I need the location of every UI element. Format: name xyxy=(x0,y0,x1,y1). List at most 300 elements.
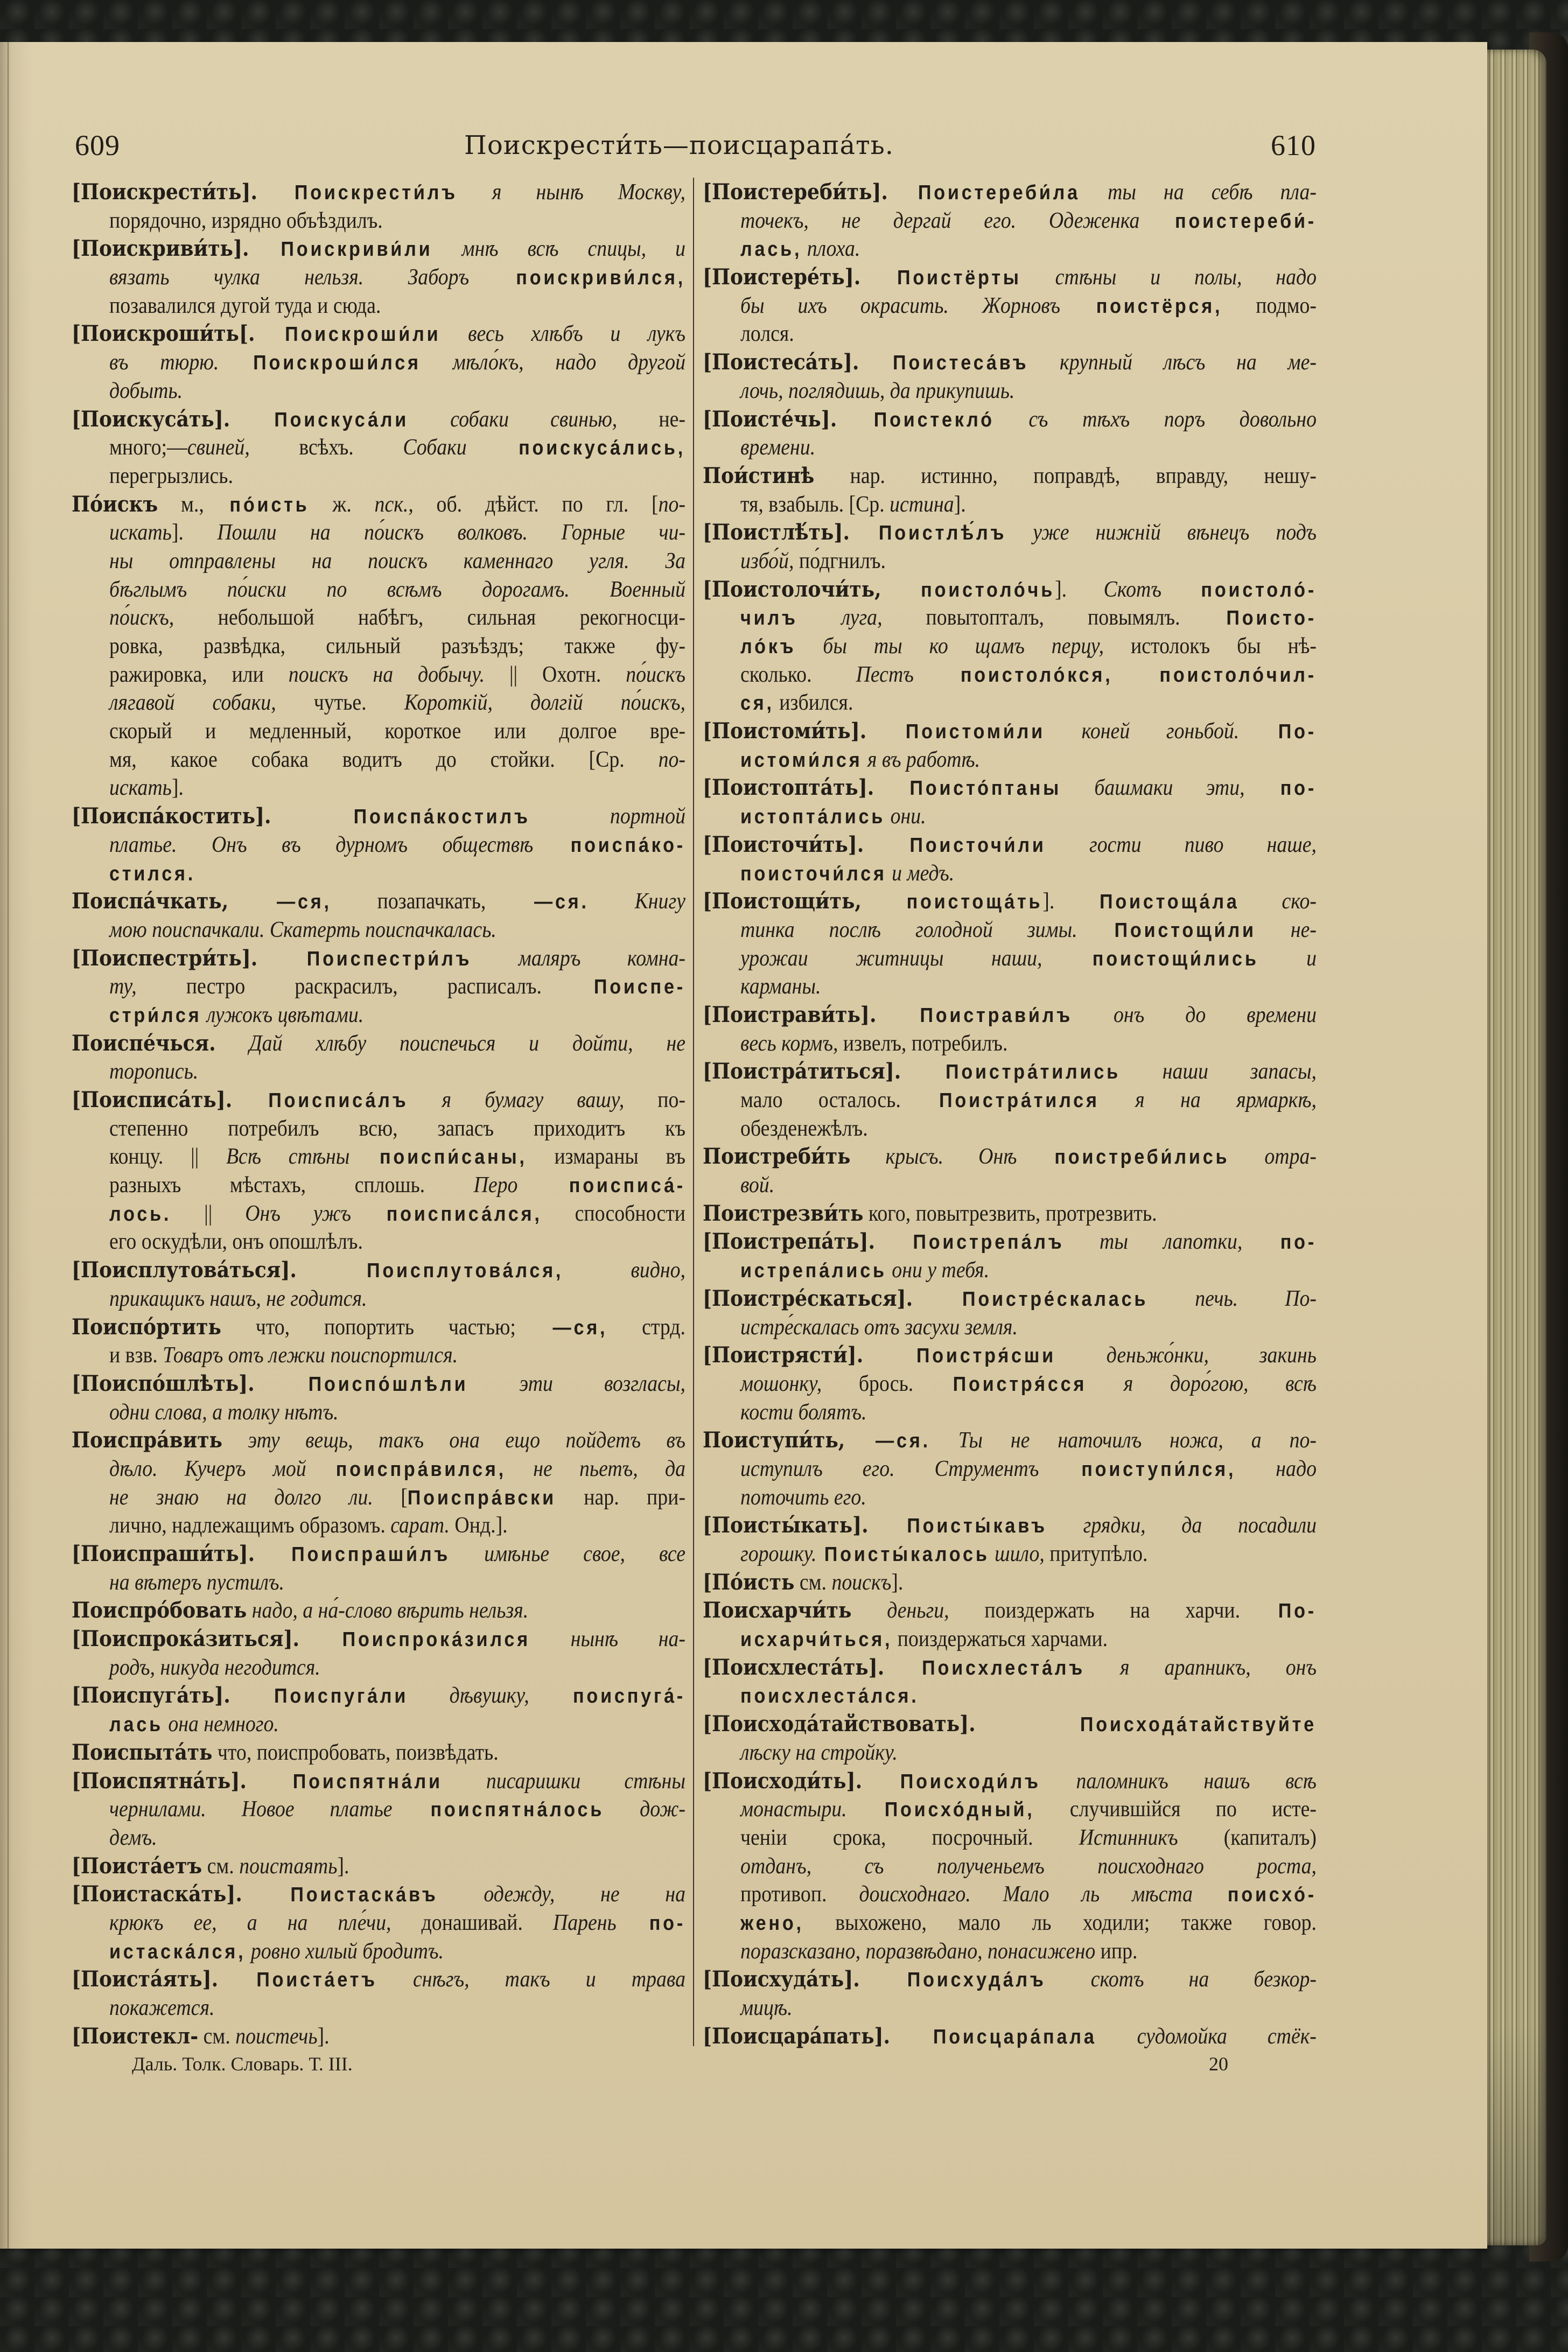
entry-line xyxy=(740,972,1317,1001)
derived-form: Поистоща́ла xyxy=(1054,891,1240,914)
example-text: демъ. xyxy=(109,1825,157,1850)
example-text: снѣгъ, такъ и трава xyxy=(377,1967,685,1992)
headword: [Поиспа́костить]. xyxy=(72,803,271,829)
entry-line xyxy=(109,1455,685,1483)
entry-line xyxy=(72,1682,685,1710)
footer-signature: Даль. Толк. Словарь. Т. III. xyxy=(132,2053,353,2075)
dictionary-entry xyxy=(703,1569,1317,1597)
derived-form: Поисхода́тайствуйте xyxy=(975,1713,1317,1737)
right-column xyxy=(703,178,1317,2050)
headword: [Поистра́титься]. xyxy=(703,1059,901,1084)
headword: [Поискуса́ть]. xyxy=(72,406,230,432)
derived-form: Поистлѣ́лъ xyxy=(849,522,1007,545)
column-divider xyxy=(693,178,694,2046)
derived-form: лась, xyxy=(740,238,802,261)
definition-text: || Охотн. xyxy=(485,662,601,687)
derived-form: Поисхлеста́лъ xyxy=(884,1656,1086,1679)
headword: [Поиспрока́зиться]. xyxy=(72,1626,300,1652)
definition-text: степенно потребилъ всю, запасъ приходитъ къ xyxy=(109,1116,685,1141)
entry-line xyxy=(740,433,1317,462)
definition-text: ]. xyxy=(891,1570,904,1595)
definition-text: противоп. xyxy=(740,1882,827,1907)
definition-text: что, поиспробовать, поизвѣдать. xyxy=(212,1740,499,1765)
dictionary-entry xyxy=(72,802,685,887)
dictionary-entry xyxy=(703,519,1317,575)
example-text: на вѣтеръ пустилъ. xyxy=(109,1570,284,1595)
derived-form: Поиспра́вски xyxy=(407,1486,556,1509)
example-text: печь. По- xyxy=(1148,1286,1317,1311)
entry-line xyxy=(740,1483,1317,1512)
derived-form: истаска́лся, xyxy=(109,1940,246,1963)
entry-line xyxy=(703,1143,1317,1171)
example-text: Товаръ отъ лежки поиспортился. xyxy=(157,1343,458,1368)
example-text: крюкъ ее, а на пле́чи, xyxy=(109,1910,391,1935)
headword: [Поистоми́ть]. xyxy=(703,718,867,744)
definition-text: лично, надлежащимъ образомъ. xyxy=(109,1513,386,1538)
headword: По́искъ xyxy=(72,491,158,517)
definition-text: что, попортить частью; xyxy=(221,1314,516,1340)
derived-form: Поискуса́ли xyxy=(230,408,409,431)
definition-text: чутье. xyxy=(276,690,367,716)
entry-line xyxy=(109,207,685,235)
derived-form: поиспра́вился, xyxy=(306,1458,506,1481)
example-text: ты лапотки, xyxy=(1064,1229,1243,1255)
example-text: иступилъ его. Струментъ xyxy=(740,1456,1039,1481)
derived-form: поистоло́кся, поистоло́чил- xyxy=(913,663,1317,687)
example-text: съ тѣхъ поръ довольно xyxy=(994,407,1317,432)
definition-text: порядочно, изрядно объѣздилъ. xyxy=(109,208,383,233)
headword: [Поистопта́ть]. xyxy=(703,775,874,801)
entry-line xyxy=(703,2022,1317,2051)
definition-text: ]. xyxy=(171,775,184,801)
example-text: Ты не наточилъ ножа, а по- xyxy=(930,1428,1317,1453)
example-text: деньги, xyxy=(851,1598,949,1623)
entry-line xyxy=(740,1937,1317,1966)
entry-line xyxy=(740,661,1317,689)
definition-text: ]. xyxy=(317,2024,330,2049)
entry-line xyxy=(109,1710,685,1739)
entry-line xyxy=(703,774,1317,802)
definition-text: мя, какое собака водитъ до стойки. [Ср. xyxy=(109,747,625,772)
entry-line xyxy=(109,859,685,888)
derived-form: ся, xyxy=(740,692,774,715)
entry-line xyxy=(72,1370,685,1398)
entry-line xyxy=(109,661,685,689)
derived-form: поиспуга́- xyxy=(529,1685,685,1708)
example-text: Всѣ стѣны xyxy=(199,1144,350,1170)
example-text: точекъ, не дергай его. Одеженка xyxy=(740,208,1140,233)
derived-form: истрепа́лись xyxy=(740,1259,887,1283)
example-text: лягавой собаки, xyxy=(109,690,276,716)
definition-text: см. xyxy=(794,1570,827,1595)
example-text: они. xyxy=(885,804,926,829)
definition-text: позавалился дугой туда и сюда. xyxy=(109,293,381,318)
derived-form: Поисты́кавъ xyxy=(868,1515,1047,1538)
headword: Поиспа́чкать, xyxy=(72,888,229,914)
example-text: поискъ xyxy=(827,1570,892,1595)
dictionary-entry xyxy=(72,1597,685,1625)
example-text: по- xyxy=(624,747,685,772)
example-text: Парень xyxy=(522,1910,617,1935)
entry-line xyxy=(109,292,685,320)
entry-line xyxy=(703,1654,1317,1682)
derived-form: —ся, xyxy=(228,891,332,914)
entry-line xyxy=(109,1511,685,1540)
example-text: крупный лѣсъ на ме- xyxy=(1028,350,1317,375)
entry-line xyxy=(740,1171,1317,1200)
dictionary-entry xyxy=(72,1767,685,1852)
entry-line xyxy=(740,1994,1317,2022)
example-text: вой. xyxy=(740,1173,775,1198)
definition-text: повытопталъ, повымялъ. xyxy=(882,605,1180,631)
derived-form: стился. xyxy=(109,862,196,885)
entry-line xyxy=(703,519,1317,547)
definition-text: ]. xyxy=(337,1853,349,1879)
definition-text: нар. при- xyxy=(556,1485,685,1510)
derived-form: Поистря́сши xyxy=(863,1345,1056,1368)
derived-form: Поисплутова́лся, xyxy=(296,1259,564,1283)
example-text: одежду, не на xyxy=(438,1882,685,1907)
entry-line xyxy=(109,972,685,1001)
entry-line xyxy=(72,2022,685,2051)
example-text: Скотъ xyxy=(1067,577,1161,602)
entry-line xyxy=(703,1426,1317,1455)
entry-line xyxy=(109,1654,685,1682)
example-text: я арапникъ, онъ xyxy=(1085,1655,1317,1680)
definition-text: лолся. xyxy=(740,321,794,347)
example-text: паломникъ нашъ всѣ xyxy=(1040,1768,1317,1794)
example-text: мою поиспачкали. Скатерть поиспачкалась. xyxy=(109,917,496,942)
example-text: монастыри. xyxy=(740,1797,847,1822)
headword: [Поистеса́ть]. xyxy=(703,349,859,375)
example-text: маляръ комна- xyxy=(472,946,686,971)
entry-line xyxy=(740,1625,1317,1654)
dictionary-entry xyxy=(72,2022,685,2051)
derived-form: поистощи́лись xyxy=(1042,947,1259,970)
dictionary-entry xyxy=(703,348,1317,405)
example-text: поразсказано, поразвѣдано, понасижено xyxy=(740,1938,1096,1964)
definition-text: ипр. xyxy=(1095,1938,1138,1964)
definition-text: подмо- xyxy=(1222,293,1317,318)
entry-line xyxy=(740,1313,1317,1342)
derived-form: Поистра́тились xyxy=(901,1061,1121,1084)
example-text: луга, xyxy=(797,605,883,631)
definition-text: ]. xyxy=(954,492,966,517)
example-text: шило, xyxy=(989,1542,1045,1566)
dictionary-entry xyxy=(72,178,685,235)
entry-line xyxy=(72,405,685,434)
entry-line xyxy=(109,263,685,292)
entry-line xyxy=(109,1228,685,1256)
entry-line xyxy=(72,1256,685,1285)
headword: [Поистрави́ть]. xyxy=(703,1002,877,1027)
definition-text: много;— xyxy=(109,435,187,460)
example-text: времени. xyxy=(740,435,816,460)
derived-form: Поиспе- xyxy=(541,976,685,999)
headword: Поиспе́чься. xyxy=(72,1030,216,1056)
example-text: надо xyxy=(1236,1456,1317,1481)
headword: [Поистлѣ́ть]. xyxy=(703,520,850,545)
entry-line xyxy=(109,462,685,491)
example-text: кости болятъ. xyxy=(740,1399,867,1425)
entry-line xyxy=(740,746,1317,774)
example-text: поистечь xyxy=(230,2024,318,2049)
entry-line xyxy=(740,377,1317,405)
entry-line xyxy=(703,263,1317,292)
definition-text: извелъ, потребилъ. xyxy=(838,1031,1008,1056)
entry-line xyxy=(109,1200,685,1228)
derived-form: Поискрести́лъ xyxy=(257,181,458,204)
dictionary-entry xyxy=(72,1739,685,1767)
entry-line xyxy=(740,604,1317,632)
derived-form: Поисто́птаны xyxy=(874,777,1062,800)
example-text: ско- xyxy=(1239,889,1317,914)
definition-text: способности xyxy=(542,1201,685,1226)
headword: [Поистощи́ть, xyxy=(703,888,862,914)
entry-line xyxy=(703,462,1317,491)
entry-line xyxy=(109,576,685,604)
example-text: лужокъ цвѣтами. xyxy=(201,1002,364,1027)
derived-form: Поиспо́шлѣли xyxy=(254,1373,468,1396)
example-text: весь кормъ, xyxy=(740,1031,838,1056)
dictionary-entry xyxy=(72,491,685,803)
entry-line xyxy=(703,1001,1317,1030)
definition-text: см. xyxy=(198,2024,230,2049)
entry-line xyxy=(109,1994,685,2022)
derived-form: Поисхо́дный, xyxy=(846,1798,1035,1822)
entry-line xyxy=(109,1001,685,1030)
derived-form: истопта́лись xyxy=(740,806,886,829)
dictionary-entry xyxy=(703,1767,1317,1966)
definition-text: скорый и медленный, короткое или долгое вре- xyxy=(109,719,685,744)
headword: Пои́стинѣ xyxy=(703,463,815,488)
entry-line xyxy=(703,1710,1317,1739)
derived-form: —ся. xyxy=(845,1430,930,1453)
example-text: одни слова, а толку нѣтъ. xyxy=(109,1399,339,1425)
dictionary-entry xyxy=(72,1030,685,1086)
entry-line xyxy=(109,1341,685,1370)
derived-form: стри́лся xyxy=(109,1004,202,1027)
derived-form: поиступи́лся, xyxy=(1039,1458,1236,1481)
dictionary-entry xyxy=(72,1852,685,1881)
derived-form: По- xyxy=(1239,720,1317,744)
entry-line xyxy=(740,1909,1317,1937)
derived-form: Поистеса́въ xyxy=(859,352,1029,375)
derived-form: Поиспятна́ли xyxy=(246,1770,443,1793)
example-text: весь хлѣбъ и лукъ xyxy=(440,321,685,347)
entry-line xyxy=(703,178,1317,207)
headword: [Поиспестри́ть]. xyxy=(72,945,258,971)
entry-line xyxy=(740,632,1317,661)
example-text: сарат. xyxy=(385,1513,450,1538)
entry-line xyxy=(109,1569,685,1597)
example-text: мѣло́къ, надо другой xyxy=(421,350,685,375)
definition-text: поиздержаться харчами. xyxy=(892,1627,1108,1652)
definition-text: Онд.]. xyxy=(449,1513,508,1538)
definition-text: тя, взабыль. [Ср. xyxy=(740,492,885,517)
definition-text: перегрызлись. xyxy=(109,463,233,488)
example-text: избо́й, xyxy=(740,548,794,573)
derived-form: поисписа́- xyxy=(517,1174,685,1198)
example-text: писаришки стѣны xyxy=(442,1768,685,1794)
example-text: покажется. xyxy=(109,1996,215,2020)
entry-line xyxy=(740,547,1317,576)
definition-text: ж. xyxy=(309,492,352,517)
definition-text: пестро раскрасилъ, расписалъ. xyxy=(136,974,542,999)
definition-text: его оскудѣли, онъ опошлѣлъ. xyxy=(109,1229,363,1255)
definition-text: об. дѣйст. по гл. [ xyxy=(413,492,659,517)
entry-line xyxy=(109,1285,685,1313)
derived-form: Поисхуда́лъ xyxy=(859,1969,1046,1992)
derived-form: Поистра́тился xyxy=(900,1089,1100,1112)
definition-text: кого, повытрезвить, протрезвить. xyxy=(863,1201,1157,1226)
example-text: я бумагу вашу, xyxy=(408,1088,625,1112)
entry-line xyxy=(703,405,1317,434)
definition-text: сколько. xyxy=(740,662,812,687)
example-text: свиней, xyxy=(187,435,250,460)
page-number-left: 609 xyxy=(75,129,120,162)
derived-form: истоми́лся xyxy=(740,748,863,772)
derived-form: Поиспуга́ли xyxy=(230,1685,409,1708)
headword: [Поисписа́ть]. xyxy=(72,1087,233,1112)
derived-form: Поискроши́ли xyxy=(255,323,441,346)
headword: Поистрезви́ть xyxy=(703,1200,864,1226)
entry-line xyxy=(72,1086,685,1115)
example-text: дѣвушку, xyxy=(408,1683,529,1709)
entry-line xyxy=(72,1030,685,1058)
entry-line xyxy=(703,1058,1317,1086)
example-text: по- xyxy=(658,492,685,517)
example-text: бѣглымъ по́иски по всѣмъ дорогамъ. Военный xyxy=(109,577,685,602)
example-text: стѣны и полы, надо xyxy=(1021,265,1317,290)
entry-line xyxy=(72,1767,685,1796)
definition-text: нар. истинно, поправдѣ, вправду, нешу- xyxy=(814,463,1317,488)
example-text: не пьетъ, да xyxy=(506,1456,686,1481)
entry-line xyxy=(109,1115,685,1143)
derived-form: —ся. xyxy=(486,891,589,914)
entry-line xyxy=(72,1739,685,1767)
entry-line xyxy=(703,887,1317,916)
derived-form: —ся, xyxy=(515,1316,608,1339)
headword: Поиспо́ртить xyxy=(72,1314,221,1340)
entry-line xyxy=(703,1965,1317,1994)
entry-line xyxy=(740,1370,1317,1398)
dictionary-entry xyxy=(72,320,685,405)
example-text: добыть. xyxy=(109,378,183,403)
entry-line xyxy=(703,1767,1317,1796)
entry-line xyxy=(72,1852,685,1881)
running-title: Поискрести́ть—поисцарапа́ть. xyxy=(464,130,894,160)
derived-form: поистоло́чь xyxy=(881,578,1055,601)
example-text: истина xyxy=(884,492,954,517)
example-text: Истинникъ xyxy=(1033,1825,1178,1850)
example-text: скотъ на безкор- xyxy=(1046,1967,1317,1992)
entry-line xyxy=(109,1824,685,1852)
headword: [Поискриви́ть]. xyxy=(72,236,249,262)
entry-line xyxy=(703,1200,1317,1228)
headword: [Поистолочи́ть, xyxy=(703,576,881,602)
derived-form: Поистре́скалась xyxy=(913,1287,1149,1311)
dictionary-entry xyxy=(703,576,1317,717)
example-text: искать xyxy=(109,520,172,545)
headword: [Поиспуга́ть]. xyxy=(72,1683,230,1709)
example-text: я доро́гою, всѣ xyxy=(1087,1371,1317,1396)
entry-line xyxy=(109,632,685,661)
dictionary-entry xyxy=(703,1058,1317,1143)
example-text: крысъ. Онѣ xyxy=(850,1144,1017,1170)
entry-line xyxy=(109,519,685,547)
example-text: Пошли на по́искъ волковъ. Горные чи- xyxy=(183,520,685,545)
dictionary-entry xyxy=(703,1654,1317,1710)
dictionary-entry xyxy=(703,405,1317,462)
dictionary-entry xyxy=(72,1426,685,1540)
entry-line xyxy=(72,887,685,916)
dictionary-entry xyxy=(703,1710,1317,1767)
example-text: вязать чулка нельзя. Заборъ xyxy=(109,265,470,290)
headword: [Поиспо́шлѣть]. xyxy=(72,1370,255,1396)
example-text: въ тюрю. xyxy=(109,350,219,375)
entry-line xyxy=(703,576,1317,604)
dictionary-entry xyxy=(703,1228,1317,1284)
example-text: чернилами. Новое платье xyxy=(109,1797,393,1822)
headword: [Поиста́ять]. xyxy=(72,1966,219,1992)
definition-text: случившійся по исте- xyxy=(1034,1797,1317,1822)
dictionary-entry xyxy=(72,1625,685,1682)
entry-line xyxy=(72,1426,685,1455)
example-text: эти возгласы, xyxy=(468,1371,685,1396)
example-text: урожаи житницы наши, xyxy=(740,946,1042,971)
headword: [Поиспятна́ть]. xyxy=(72,1768,247,1794)
example-text: горошку. xyxy=(740,1542,817,1566)
definition-text: ченіи срока, посрочный. xyxy=(740,1825,1033,1850)
example-text: лочь, поглядишь, да прикупишь. xyxy=(740,378,1015,403)
derived-form: поисхлеста́лся. xyxy=(740,1685,919,1708)
dictionary-entry xyxy=(703,887,1317,1001)
definition-text: ]. xyxy=(1042,889,1055,914)
definition-text: ]. xyxy=(171,520,184,545)
definition-text: выхожено, мало ль ходили; также говор. xyxy=(803,1910,1317,1935)
dictionary-entry xyxy=(703,1597,1317,1653)
entry-line xyxy=(703,1569,1317,1597)
book-page xyxy=(0,42,1487,2249)
example-text: она немного. xyxy=(163,1712,279,1737)
definition-text: (капиталъ) xyxy=(1178,1825,1317,1850)
headword: [Поистре́скаться]. xyxy=(703,1285,913,1311)
derived-form: поисхо́- xyxy=(1193,1884,1317,1907)
definition-text: ровка, развѣдка, сильный разъѣздъ; также фу- xyxy=(109,634,685,659)
headword: Поиспро́бовать xyxy=(72,1598,247,1623)
derived-form: ло́къ xyxy=(740,635,796,658)
example-text: портной xyxy=(530,804,685,829)
dictionary-entry xyxy=(703,2022,1317,2051)
entry-line xyxy=(740,1795,1317,1824)
headword: [Поисхода́тайствовать]. xyxy=(703,1711,976,1737)
headword: Поистреби́ть xyxy=(703,1144,851,1170)
definition-text: стрд. xyxy=(607,1314,685,1340)
entry-line xyxy=(740,1030,1317,1058)
example-text: Перо xyxy=(425,1173,518,1198)
derived-form: по- xyxy=(1242,1231,1317,1254)
derived-form: поистоща́ть xyxy=(861,891,1043,914)
definition-text: и взв. xyxy=(109,1343,158,1368)
example-text: имѣнье свое, все xyxy=(450,1542,685,1566)
headword: [Поисхлеста́ть]. xyxy=(703,1654,885,1680)
definition-text: ]. xyxy=(1055,577,1067,602)
entry-line xyxy=(740,1540,1317,1569)
headword: [Поисходи́ть]. xyxy=(703,1768,863,1794)
example-text: я нынѣ Москву, xyxy=(457,180,685,205)
headword: [Поистаска́ть]. xyxy=(72,1881,242,1907)
